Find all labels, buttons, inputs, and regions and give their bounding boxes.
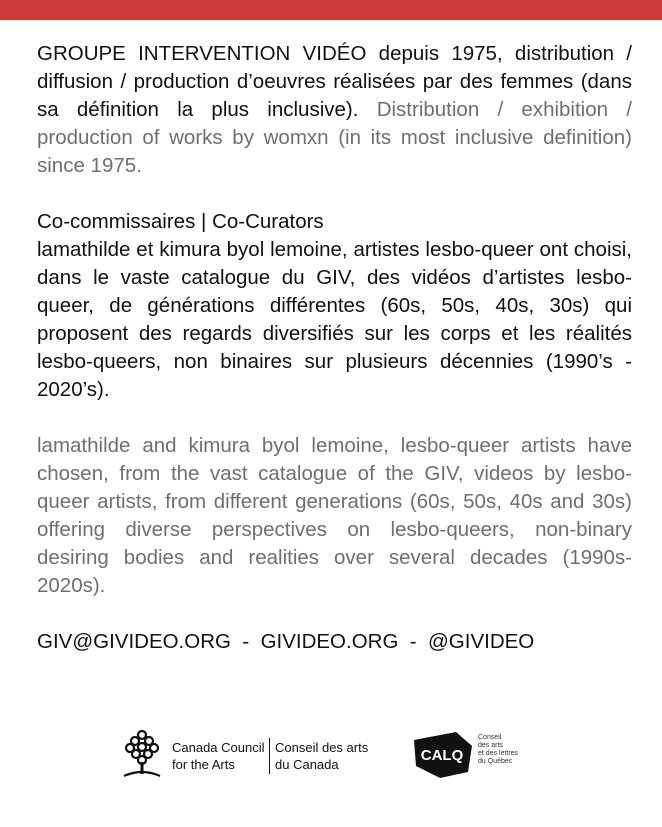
canada-council-tree-icon bbox=[120, 728, 164, 782]
main-text-block bbox=[37, 40, 632, 656]
canada-council-fr-name: Conseil des arts du Canada bbox=[275, 740, 369, 772]
spacer bbox=[37, 180, 632, 208]
spacer bbox=[37, 404, 632, 432]
canada-council-en-name: Canada Council for the Arts bbox=[172, 740, 265, 772]
calq-logo bbox=[410, 728, 550, 784]
intro-en-text: Distribution / exhibition / production of works by womxn (in its most inclusive definition) since 1975. bbox=[37, 98, 632, 177]
contact-separator: - bbox=[230, 630, 261, 653]
calq-badge-icon bbox=[410, 730, 476, 780]
calq-full-name: Conseil des arts et des lettres du Québec bbox=[478, 734, 519, 765]
email-link[interactable]: GIV@GIVIDEO.ORG bbox=[37, 630, 231, 653]
intro-fr-title: GROUPE INTERVENTION VIDÉO bbox=[37, 42, 367, 65]
curators-en-paragraph: lamathilde and kimura byol lemoine, lesbo-queer artists have chosen, from the vast catalogue of the GIV, videos by lesbo-queer artists, from different generations (60s, 50s, 40s and 30s) offering diverse perspectives on lesbo-queers, non-binary desiring bodies and realities over several decades (1990s-2020s). bbox=[37, 434, 632, 597]
social-handle-link[interactable]: @GIVIDEO bbox=[428, 630, 535, 653]
spacer bbox=[37, 600, 632, 628]
curators-fr-paragraph: lamathilde et kimura byol lemoine, artistes lesbo-queer ont choisi, dans le vaste catalogue du GIV, des vidéos d’artistes lesbo-queer, de générations différentes (60s, 50s, 40s, 30s) qui proposent des regards diversifiés sur les corps et les réalités lesbo-queers, non binaires sur plusieurs décennies (1990’s - 2020’s). bbox=[37, 238, 632, 401]
funder-logos bbox=[0, 728, 662, 788]
website-link[interactable]: GIVIDEO.ORG bbox=[260, 630, 399, 653]
canada-council-logo bbox=[120, 728, 380, 784]
contact-separator: - bbox=[398, 630, 428, 653]
intro-fr-text: depuis 1975, distribution / diffusion / production d’oeuvres réalisées par des femmes (dans sa définition la plus inclusive). bbox=[37, 42, 633, 121]
calq-badge-text: CALQ bbox=[420, 747, 464, 764]
intro-paragraph bbox=[37, 40, 632, 180]
contact-line bbox=[37, 628, 632, 656]
top-accent-bar bbox=[0, 0, 662, 20]
logo-divider bbox=[269, 738, 270, 774]
curators-heading: Co-commissaires | Co-Curators bbox=[37, 210, 324, 233]
